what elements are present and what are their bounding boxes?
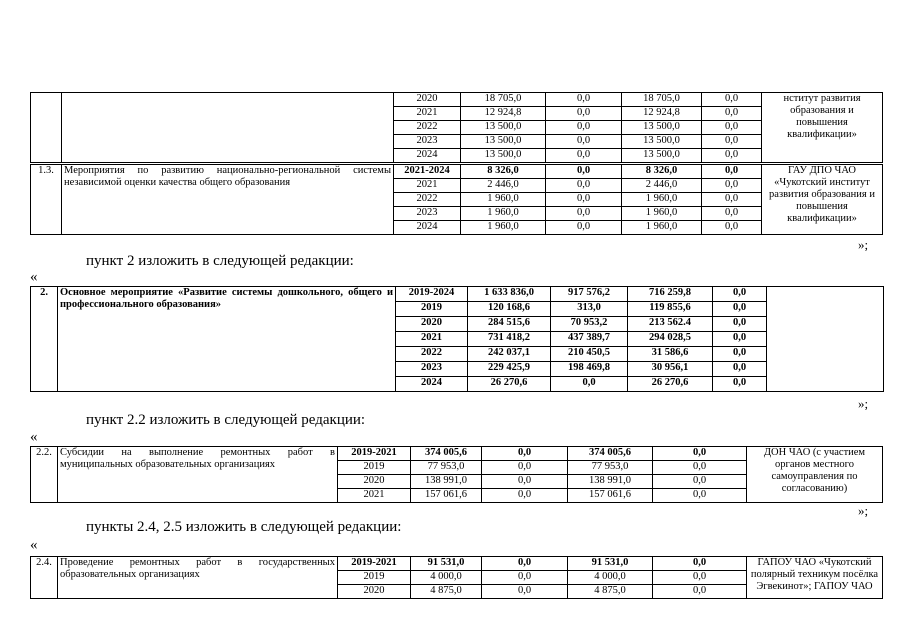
value-cell: 1 633 836,0 [468, 287, 551, 302]
value-cell: 0,0 [702, 93, 762, 107]
year-cell: 2019 [396, 302, 468, 317]
value-cell: 119 855,6 [628, 302, 713, 317]
year-cell: 2021 [394, 107, 461, 121]
value-cell: 0,0 [482, 461, 568, 475]
value-cell: 0,0 [546, 179, 622, 193]
value-cell: 0,0 [702, 149, 762, 163]
value-cell: 917 576,2 [551, 287, 628, 302]
year-cell: 2021 [338, 489, 411, 503]
value-cell: 0,0 [482, 447, 568, 461]
year-cell: 2021 [396, 332, 468, 347]
value-cell: 4 000,0 [568, 571, 653, 585]
executor-cell: ДОН ЧАО (с участием органов местного самоуправления по согласованию) [747, 447, 883, 503]
value-cell: 13 500,0 [622, 149, 702, 163]
table5-body [31, 557, 883, 599]
value-cell: 157 061,6 [568, 489, 653, 503]
value-cell: 4 875,0 [568, 585, 653, 599]
value-cell: 91 531,0 [568, 557, 653, 571]
paragraph-items-2-4-2-5: пункты 2.4, 2.5 изложить в следующей редакции: [86, 519, 402, 535]
value-cell: 229 425,9 [468, 362, 551, 377]
closing-quote-3: »; [858, 503, 869, 518]
value-cell: 0,0 [546, 135, 622, 149]
value-cell: 0,0 [702, 193, 762, 207]
value-cell: 120 168,6 [468, 302, 551, 317]
value-cell: 0,0 [702, 207, 762, 221]
value-cell: 242 037,1 [468, 347, 551, 362]
value-cell: 13 500,0 [622, 135, 702, 149]
row-number: 2.2. [31, 447, 58, 503]
value-cell: 731 418,2 [468, 332, 551, 347]
value-cell: 0,0 [482, 585, 568, 599]
year-cell: 2019-2024 [396, 287, 468, 302]
value-cell: 0,0 [713, 347, 767, 362]
year-cell: 2019 [338, 461, 411, 475]
value-cell: 26 270,6 [628, 377, 713, 392]
value-cell: 2 446,0 [622, 179, 702, 193]
year-cell: 2021-2024 [394, 165, 461, 179]
value-cell: 716 259,8 [628, 287, 713, 302]
measure-name: Субсидии на выполнение ремонтных работ в муниципальных образовательных организациях [58, 447, 338, 503]
year-cell: 2021 [394, 179, 461, 193]
value-cell: 13 500,0 [461, 135, 546, 149]
value-cell: 1 960,0 [622, 193, 702, 207]
value-cell: 0,0 [653, 585, 747, 599]
year-cell: 2022 [394, 121, 461, 135]
value-cell: 1 960,0 [622, 207, 702, 221]
opening-quote-2: « [30, 429, 38, 445]
paragraph-item-2-2: пункт 2.2 изложить в следующей редакции: [86, 412, 366, 428]
table-row [31, 93, 883, 107]
year-cell: 2019 [338, 571, 411, 585]
value-cell: 30 956,1 [628, 362, 713, 377]
value-cell: 0,0 [546, 221, 622, 235]
year-cell: 2020 [396, 317, 468, 332]
value-cell: 13 500,0 [622, 121, 702, 135]
year-cell: 2020 [394, 93, 461, 107]
measure-name: Проведение ремонтных работ в государственных образовательных организациях [58, 557, 338, 599]
table-item-1-3 [30, 164, 883, 235]
value-cell: 0,0 [546, 93, 622, 107]
table2-body [31, 165, 883, 235]
value-cell: 0,0 [546, 165, 622, 179]
row-number: 2.4. [31, 557, 58, 599]
value-cell: 198 469,8 [551, 362, 628, 377]
value-cell: 91 531,0 [411, 557, 482, 571]
value-cell: 138 991,0 [411, 475, 482, 489]
value-cell: 0,0 [551, 377, 628, 392]
table1-body [31, 93, 883, 163]
measure-name: Основное мероприятие «Развитие системы дошкольного, общего и профессионального образования» [58, 287, 396, 392]
year-cell: 2020 [338, 585, 411, 599]
opening-quote-1: « [30, 269, 38, 285]
year-cell: 2024 [396, 377, 468, 392]
value-cell: 1 960,0 [622, 221, 702, 235]
value-cell: 8 326,0 [461, 165, 546, 179]
value-cell: 0,0 [482, 489, 568, 503]
table-item-2-2 [30, 446, 883, 503]
value-cell: 12 924,8 [622, 107, 702, 121]
executor-cell: ГАУ ДПО ЧАО «Чукотский институт развития образования и повышения квалификации» [762, 165, 883, 235]
value-cell: 210 450,5 [551, 347, 628, 362]
value-cell: 2 446,0 [461, 179, 546, 193]
executor-cell: нститут развития образования и повышения квалификации» [762, 93, 883, 163]
opening-quote-3: « [30, 537, 38, 553]
table-item-2-4 [30, 556, 883, 599]
value-cell: 0,0 [702, 165, 762, 179]
executor-cell: ГАПОУ ЧАО «Чукотский полярный техникум посёлка Эгвекинот»; ГАПОУ ЧАО [747, 557, 883, 599]
year-cell: 2022 [394, 193, 461, 207]
value-cell: 70 953,2 [551, 317, 628, 332]
value-cell: 0,0 [653, 461, 747, 475]
year-cell: 2024 [394, 149, 461, 163]
value-cell: 0,0 [713, 332, 767, 347]
value-cell: 4 000,0 [411, 571, 482, 585]
value-cell: 0,0 [546, 193, 622, 207]
value-cell: 157 061,6 [411, 489, 482, 503]
closing-quote-2: »; [858, 396, 869, 411]
value-cell: 0,0 [653, 447, 747, 461]
year-cell: 2020 [338, 475, 411, 489]
value-cell: 0,0 [713, 287, 767, 302]
measure-name [62, 93, 394, 163]
value-cell: 0,0 [546, 207, 622, 221]
value-cell: 0,0 [702, 107, 762, 121]
value-cell: 1 960,0 [461, 207, 546, 221]
executor-cell [767, 287, 884, 392]
table3-body [31, 287, 884, 392]
value-cell: 0,0 [482, 571, 568, 585]
value-cell: 0,0 [653, 489, 747, 503]
value-cell: 437 389,7 [551, 332, 628, 347]
value-cell: 77 953,0 [411, 461, 482, 475]
value-cell: 0,0 [702, 135, 762, 149]
table4-body [31, 447, 883, 503]
table-row [31, 165, 883, 179]
value-cell: 77 953,0 [568, 461, 653, 475]
value-cell: 0,0 [702, 221, 762, 235]
table-item-2 [30, 286, 884, 392]
year-cell: 2022 [396, 347, 468, 362]
value-cell: 313,0 [551, 302, 628, 317]
value-cell: 8 326,0 [622, 165, 702, 179]
value-cell: 0,0 [546, 121, 622, 135]
row-number [31, 93, 62, 163]
paragraph-item-2: пункт 2 изложить в следующей редакции: [86, 253, 354, 269]
value-cell: 0,0 [713, 317, 767, 332]
value-cell: 31 586,6 [628, 347, 713, 362]
value-cell: 18 705,0 [461, 93, 546, 107]
value-cell: 1 960,0 [461, 193, 546, 207]
value-cell: 213 562.4 [628, 317, 713, 332]
row-number: 1.3. [31, 165, 62, 235]
year-cell: 2023 [396, 362, 468, 377]
value-cell: 0,0 [713, 302, 767, 317]
value-cell: 12 924,8 [461, 107, 546, 121]
value-cell: 284 515,6 [468, 317, 551, 332]
value-cell: 0,0 [702, 179, 762, 193]
value-cell: 138 991,0 [568, 475, 653, 489]
table-continuation [30, 92, 883, 163]
value-cell: 0,0 [713, 362, 767, 377]
value-cell: 0,0 [653, 571, 747, 585]
value-cell: 0,0 [653, 557, 747, 571]
year-cell: 2023 [394, 135, 461, 149]
year-cell: 2023 [394, 207, 461, 221]
year-cell: 2019-2021 [338, 557, 411, 571]
value-cell: 374 005,6 [568, 447, 653, 461]
row-number: 2. [31, 287, 58, 392]
value-cell: 26 270,6 [468, 377, 551, 392]
table-row [31, 287, 884, 302]
value-cell: 0,0 [482, 557, 568, 571]
closing-quote-1: »; [858, 237, 869, 252]
value-cell: 13 500,0 [461, 121, 546, 135]
value-cell: 0,0 [546, 149, 622, 163]
value-cell: 0,0 [653, 475, 747, 489]
value-cell: 374 005,6 [411, 447, 482, 461]
value-cell: 0,0 [546, 107, 622, 121]
value-cell: 0,0 [702, 121, 762, 135]
value-cell: 0,0 [713, 377, 767, 392]
value-cell: 4 875,0 [411, 585, 482, 599]
value-cell: 18 705,0 [622, 93, 702, 107]
value-cell: 0,0 [482, 475, 568, 489]
table-row [31, 447, 883, 461]
measure-name: Мероприятия по развитию национально-региональной системы независимой оценки качества общего образования [62, 165, 394, 235]
year-cell: 2024 [394, 221, 461, 235]
year-cell: 2019-2021 [338, 447, 411, 461]
value-cell: 13 500,0 [461, 149, 546, 163]
value-cell: 1 960,0 [461, 221, 546, 235]
table-row [31, 557, 883, 571]
value-cell: 294 028,5 [628, 332, 713, 347]
